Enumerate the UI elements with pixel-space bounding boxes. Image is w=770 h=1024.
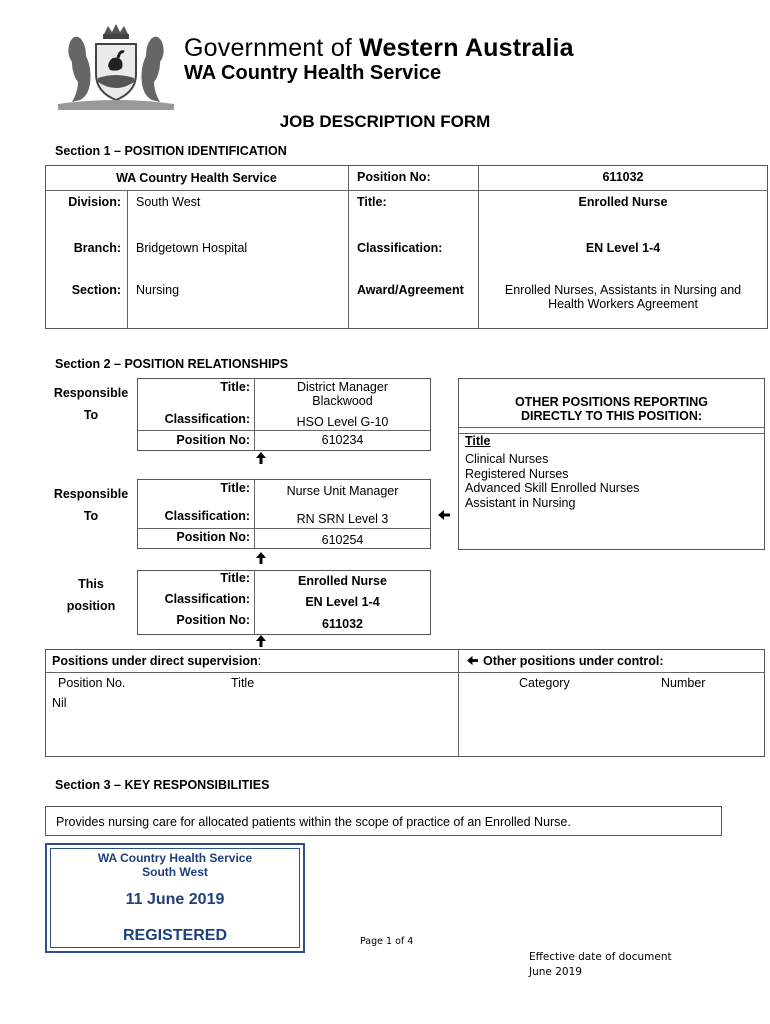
effective-date-value: June 2019 <box>529 966 582 978</box>
division-label: Division: <box>68 195 121 209</box>
other-positions-title: Title <box>465 434 491 448</box>
list-item: Advanced Skill Enrolled Nurses <box>465 481 640 495</box>
branch-value: Bridgetown Hospital <box>136 241 248 255</box>
award-label: Award/Agreement <box>357 283 464 297</box>
other-positions-heading: OTHER POSITIONS REPORTING DIRECTLY TO THIS POSITION: <box>514 395 709 423</box>
arrow-up-icon <box>255 451 267 468</box>
list-item: Assistant in Nursing <box>465 495 576 510</box>
service-heading: WA Country Health Service <box>184 62 442 84</box>
section-value: Nursing <box>136 283 180 297</box>
other-control-heading: Other positions under control: <box>466 654 664 669</box>
box1-position-no-value: 610234 <box>321 433 364 447</box>
stamp-date: 11 June 2019 <box>125 891 225 908</box>
box3-classification-label: Classification: <box>164 592 250 606</box>
position-no-label: Position No: <box>357 170 431 184</box>
list-item: Registered Nurses <box>465 466 569 481</box>
other-positions-list <box>465 452 639 510</box>
branch-label: Branch: <box>73 241 121 255</box>
box1-classification-label: Classification: <box>164 412 250 426</box>
position-no-value: 611032 <box>602 170 644 184</box>
coat-of-arms-logo <box>52 22 180 112</box>
stamp-service: WA Country Health Service South West <box>97 851 253 879</box>
division-value: South West <box>136 195 201 209</box>
nil-value: Nil <box>52 696 67 710</box>
section3-heading: Section 3 – KEY RESPONSIBILITIES <box>55 778 270 792</box>
section-label: Section: <box>71 283 121 297</box>
box3-position-no-label: Position No: <box>176 613 250 627</box>
list-item: Clinical Nurses <box>465 452 549 466</box>
box3-title-value: Enrolled Nurse <box>298 574 387 588</box>
box3-title-label: Title: <box>220 571 250 585</box>
title-column-header: Title <box>231 676 255 690</box>
number-column-header: Number <box>661 676 706 690</box>
box2-position-no-value: 610254 <box>321 533 364 547</box>
classification-value: EN Level 1-4 <box>585 241 661 255</box>
box2-title-value: Nurse Unit Manager <box>286 484 399 498</box>
box2-classification-label: Classification: <box>164 509 250 523</box>
box1-title-label: Title: <box>220 380 250 394</box>
this-position-label: This position <box>66 577 116 613</box>
section1-heading: Section 1 – POSITION IDENTIFICATION <box>55 144 287 158</box>
box3-position-no-value: 611032 <box>321 617 364 631</box>
box2-classification-value: RN SRN Level 3 <box>296 512 389 526</box>
box1-classification-value: HSO Level G-10 <box>296 415 389 429</box>
category-column-header: Category <box>519 676 570 690</box>
box3-classification-value: EN Level 1-4 <box>305 595 380 609</box>
classification-label: Classification: <box>357 241 443 255</box>
box2-position-no-label: Position No: <box>176 530 250 544</box>
box1-title-value: District Manager Blackwood <box>297 380 388 408</box>
section2-heading: Section 2 – POSITION RELATIONSHIPS <box>55 357 289 371</box>
effective-date-label: Effective date of document <box>529 951 672 963</box>
title-value: Enrolled Nurse <box>578 195 668 209</box>
org-name: WA Country Health Service <box>116 171 277 185</box>
arrow-left-icon <box>437 509 451 524</box>
stamp-status: REGISTERED <box>122 927 227 944</box>
title-label: Title: <box>357 195 387 209</box>
responsible-to-label-2: Responsible To <box>53 487 129 523</box>
government-heading: Government of Western Australia <box>184 34 574 62</box>
responsible-to-label-1: Responsible To <box>53 386 129 422</box>
award-value: Enrolled Nurses, Assistants in Nursing and Health Workers Agreement <box>504 283 742 311</box>
direct-supervision-heading: Positions under direct supervision: <box>52 654 262 668</box>
key-responsibilities-text: Provides nursing care for allocated patients within the scope of practice of an Enrolled Nurse. <box>56 815 571 829</box>
arrow-up-icon <box>255 551 267 568</box>
box1-position-no-label: Position No: <box>176 433 250 447</box>
page-number: Page 1 of 4 <box>360 936 414 947</box>
arrow-left-icon <box>466 655 479 669</box>
form-title: JOB DESCRIPTION FORM <box>279 112 491 131</box>
position-no-column-header: Position No. <box>58 676 126 690</box>
box2-title-label: Title: <box>220 481 250 495</box>
